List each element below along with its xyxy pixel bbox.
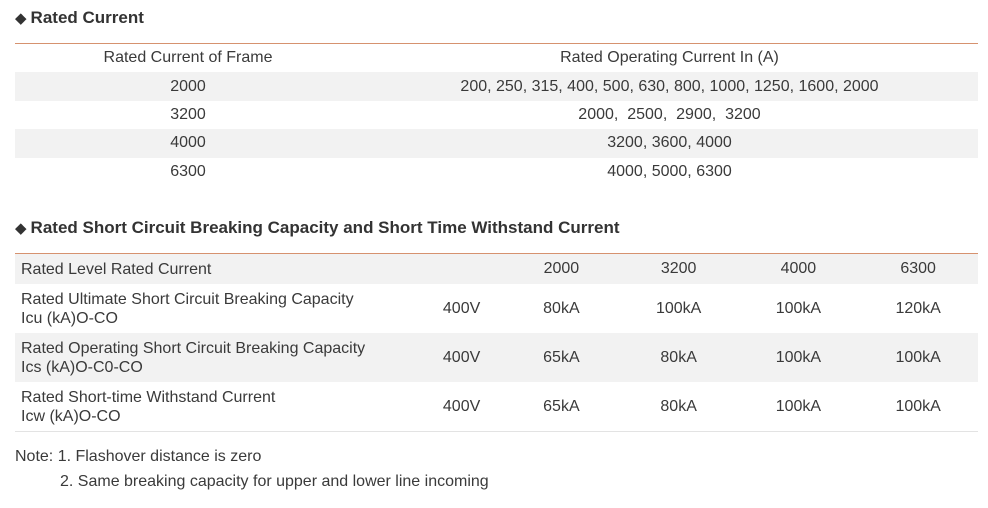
note-line: Note: 1. Flashover distance is zero <box>15 448 262 465</box>
section-title-rated-current <box>15 8 144 28</box>
column-header: 4000 <box>780 260 817 277</box>
diamond-icon: ◆ <box>15 10 27 27</box>
table-cell: 80kA <box>660 397 697 415</box>
table-cell: 200, 250, 315, 400, 500, 630, 800, 1000, 1250, 1600, 2000 <box>460 77 879 95</box>
table-cell: 100kA <box>895 348 941 366</box>
column-header: 2000 <box>543 260 580 277</box>
table-cell: 3200 <box>170 105 206 123</box>
table-cell: 100kA <box>775 397 822 415</box>
section-title-breaking-capacity <box>15 218 620 238</box>
column-header: Rated Current of Frame <box>103 49 273 67</box>
table-header-row <box>15 44 978 72</box>
table-cell: 2000 <box>170 77 206 95</box>
table-cell: 100kA <box>775 299 822 317</box>
rated-current-table <box>15 43 978 186</box>
table-row <box>15 72 978 100</box>
table-cell: 65kA <box>543 348 580 366</box>
section-title-text: Rated Current <box>30 8 144 27</box>
breaking-capacity-table <box>15 253 978 432</box>
table-row <box>15 284 978 333</box>
table-row <box>15 333 978 382</box>
voltage-cell: 400V <box>442 299 481 317</box>
column-header: 6300 <box>900 260 936 277</box>
table-cell: 100kA <box>895 397 941 415</box>
table-cell: 65kA <box>543 397 580 415</box>
row-label-line: Icu (kA)O-CO <box>21 309 118 327</box>
table-cell: 120kA <box>895 299 941 317</box>
voltage-cell: 400V <box>442 397 481 415</box>
table-row <box>15 382 978 431</box>
table-row <box>15 129 978 157</box>
row-label-line: Rated Ultimate Short Circuit Breaking Capacity <box>21 290 354 308</box>
row-label-line: Rated Operating Short Circuit Breaking Capacity <box>21 339 366 357</box>
table-cell: 80kA <box>660 348 697 366</box>
table-row <box>15 101 978 129</box>
table-cell: 100kA <box>775 348 822 366</box>
table-cell: 4000 <box>170 134 206 152</box>
row-label <box>15 290 419 328</box>
section-title-text: Rated Short Circuit Breaking Capacity and Short Time Withstand Current <box>30 218 620 237</box>
note-line: 2. Same breaking capacity for upper and lower line incoming <box>60 473 489 490</box>
table-header-row <box>15 254 978 284</box>
table-cell: 80kA <box>543 299 580 317</box>
table-cell: 6300 <box>170 162 206 180</box>
diamond-icon: ◆ <box>15 220 27 237</box>
notes <box>15 444 489 494</box>
row-label-line: Icw (kA)O-CO <box>21 407 121 425</box>
voltage-cell: 400V <box>442 348 481 366</box>
table-cell: 4000, 5000, 6300 <box>607 162 732 180</box>
column-header: Rated Operating Current In (A) <box>560 49 779 67</box>
table-cell: 2000, 2500, 2900, 3200 <box>578 105 761 123</box>
row-label-line: Rated Short-time Withstand Current <box>21 388 276 406</box>
column-header: Rated Level Rated Current <box>21 260 212 278</box>
row-label <box>15 388 419 426</box>
column-header: 3200 <box>660 260 697 277</box>
row-label-line: Ics (kA)O-C0-CO <box>21 358 143 376</box>
table-cell: 3200, 3600, 4000 <box>607 134 732 152</box>
row-label <box>15 339 419 377</box>
table-cell: 100kA <box>655 299 702 317</box>
table-row <box>15 158 978 186</box>
